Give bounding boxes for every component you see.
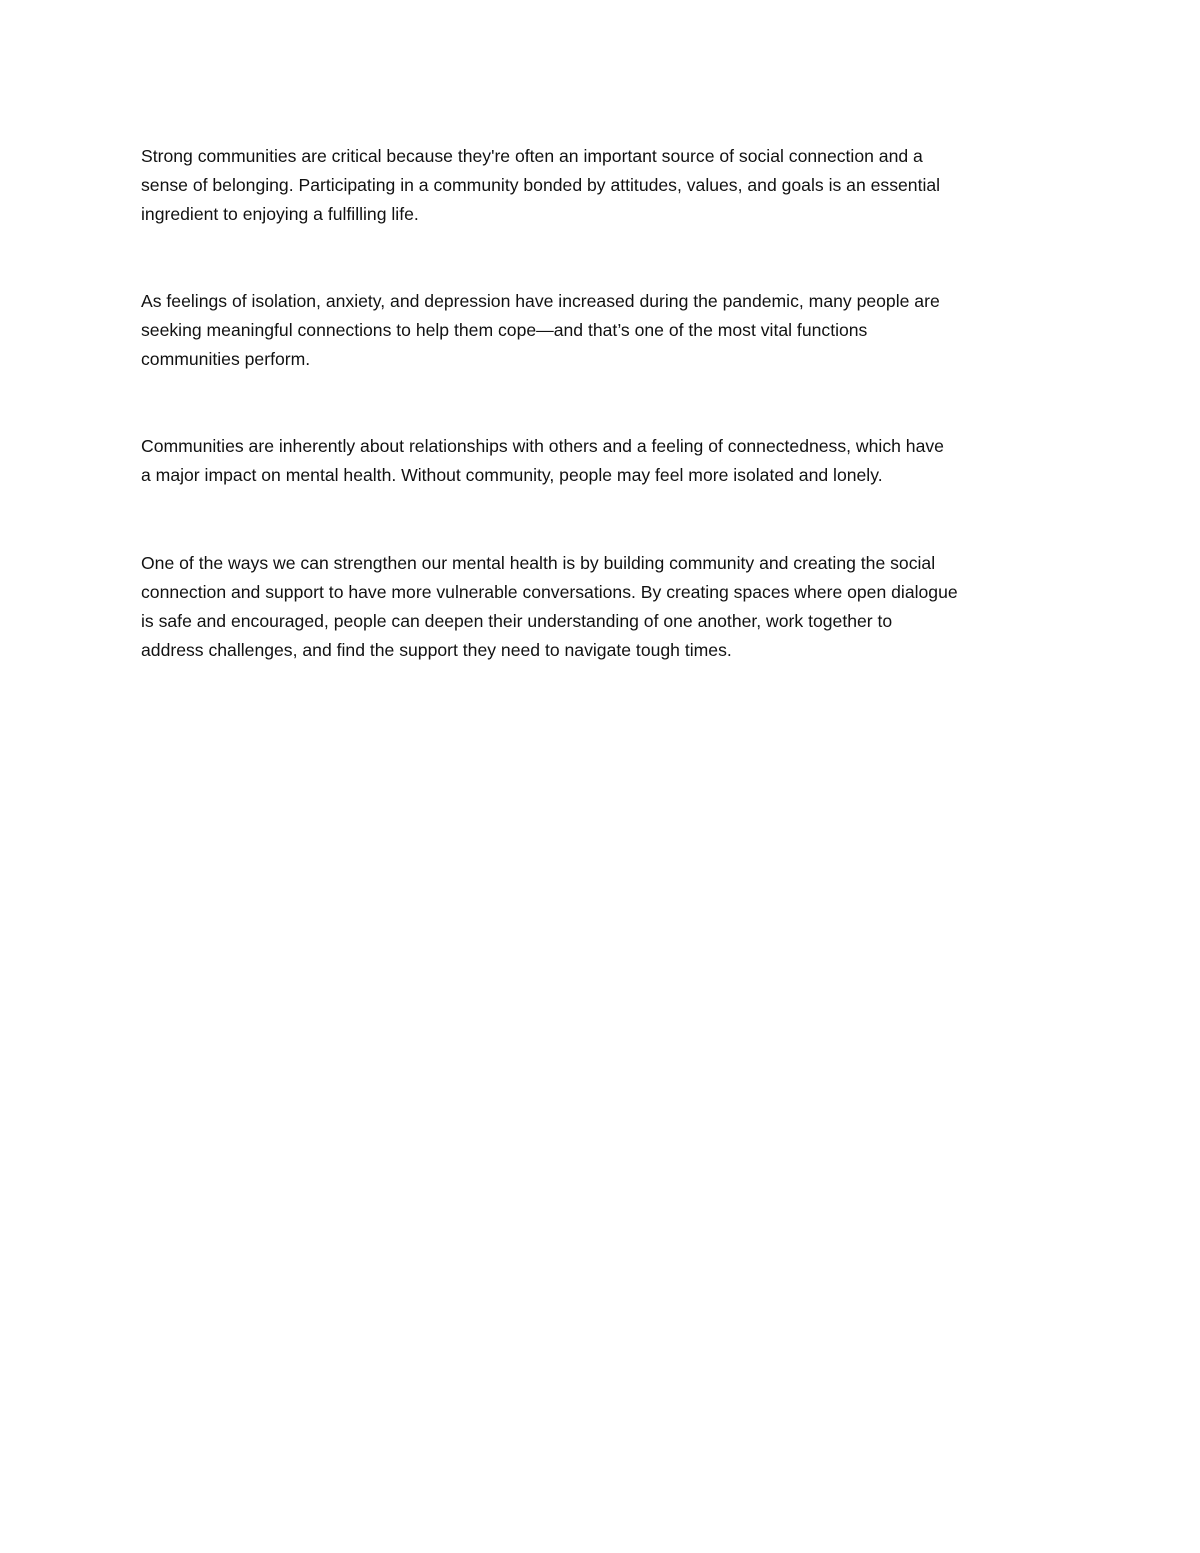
paragraph-line: One of the ways we can strengthen our mental health is by building community and creating the social	[141, 553, 936, 573]
paragraph-line: Communities are inherently about relationships with others and a feeling of connectedness, which have	[141, 436, 944, 456]
paragraph-line: ingredient to enjoying a fulfilling life.	[141, 204, 419, 224]
paragraph-line: sense of belonging. Participating in a community bonded by attitudes, values, and goals is an essential	[141, 175, 941, 195]
paragraph-line: As feelings of isolation, anxiety, and depression have increased during the pandemic, many people are	[141, 291, 940, 311]
paragraph-line: seeking meaningful connections to help them cope—and that’s one of the most vital functions	[141, 320, 868, 340]
paragraph-line: communities perform.	[141, 349, 311, 369]
paragraph-strong-communities	[141, 142, 1071, 229]
paragraph-strengthen-mental-health	[141, 549, 1071, 665]
paragraph-line: connection and support to have more vulnerable conversations. By creating spaces where open dialogue	[141, 582, 958, 602]
paragraph-line: a major impact on mental health. Without community, people may feel more isolated and lonely.	[141, 465, 883, 485]
paragraph-relationships	[141, 432, 1071, 490]
paragraph-line: address challenges, and find the support they need to navigate tough times.	[141, 640, 732, 660]
paragraph-line: is safe and encouraged, people can deepen their understanding of one another, work together to	[141, 611, 893, 631]
document-body	[141, 142, 1071, 665]
paragraph-feelings-of-isolation	[141, 287, 1071, 374]
paragraph-line: Strong communities are critical because they're often an important source of social connection and a	[141, 146, 923, 166]
